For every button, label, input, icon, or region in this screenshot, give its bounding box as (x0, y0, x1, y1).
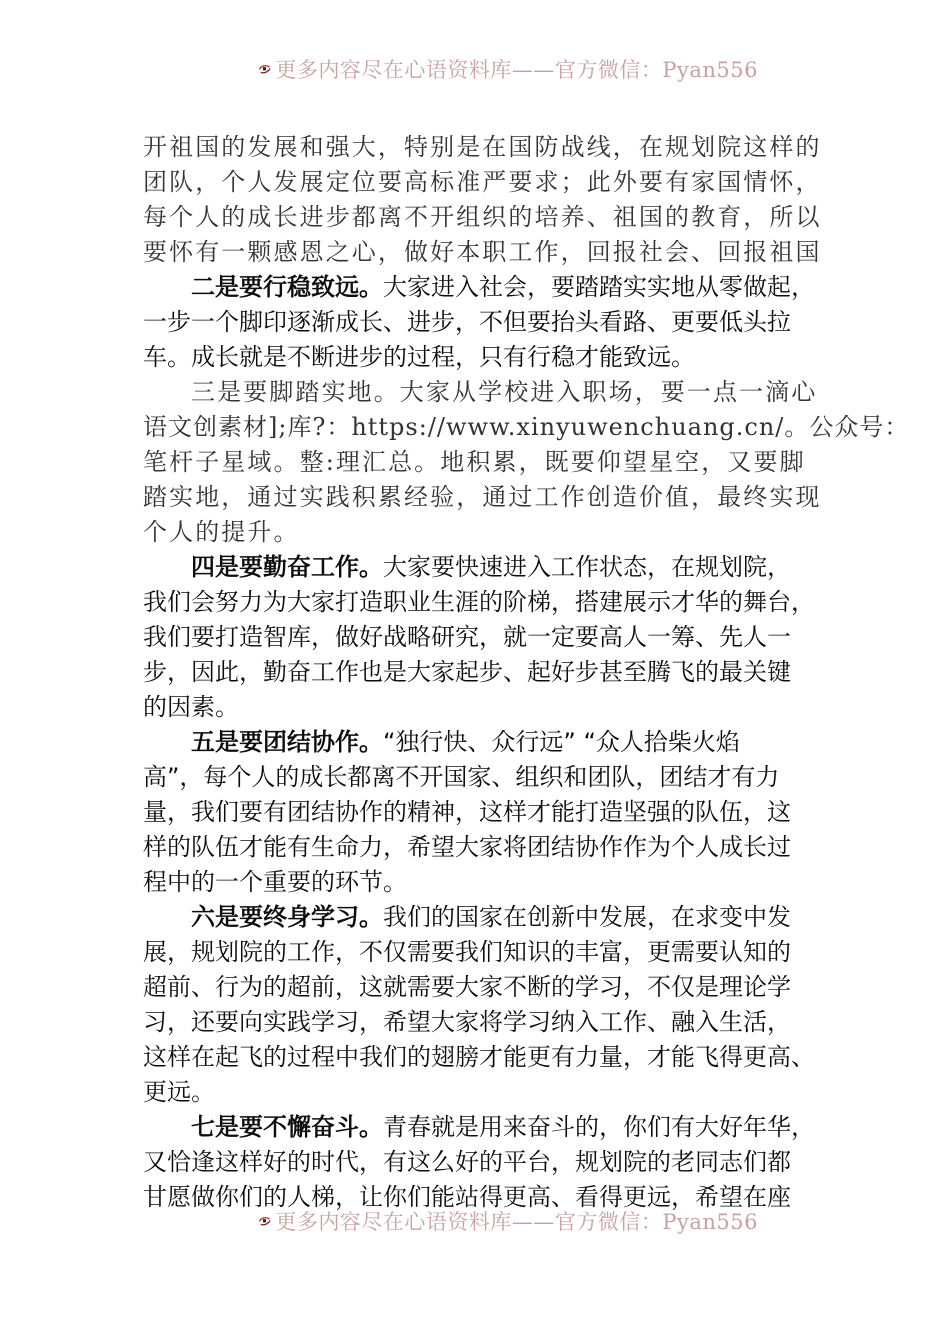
text-line: 更远。 (143, 1078, 215, 1106)
paragraph-1 (143, 130, 822, 270)
text-line: 一步一个脚印逐渐成长、进步，不但要抬头看路、更要低头拉 (143, 308, 791, 336)
paragraph-2 (143, 270, 815, 375)
paragraph-7 (143, 1110, 815, 1215)
paragraph-3 (143, 375, 910, 550)
text-line: 车。成长就是不断进步的过程，只有行稳才能致远。 (143, 343, 695, 371)
watermark-header (258, 54, 758, 84)
watermark-footer (258, 1206, 758, 1236)
text-line: 高”，每个人的成长都离不开国家、组织和团队，团结才有力 (143, 763, 780, 791)
watermark-text: 更多内容尽在心语资料库——官方微信：Pyan556 (275, 58, 758, 82)
text-line (143, 270, 815, 305)
text-line (143, 550, 811, 585)
watermark-text: 更多内容尽在心语资料库——官方微信：Pyan556 (275, 1210, 758, 1234)
text-line: 我们要打造智库，做好战略研究，就一定要高人一筹、先人一 (143, 623, 791, 651)
text-line: 个人的提升。 (143, 518, 300, 546)
text-line: 每个人的成长进步都离不开组织的培养、祖国的教育，所以 (143, 203, 822, 231)
text-line: 我们会努力为大家打造职业生涯的阶梯，搭建展示才华的舞台， (143, 588, 815, 616)
text-span: 我们的国家在创新中发展，在求变中发 (383, 903, 791, 931)
text-line: 的因素。 (143, 693, 239, 721)
paragraph-6 (143, 900, 815, 1110)
text-line: 又恰逢这样好的时代，有这么好的平台，规划院的老同志们都 (143, 1148, 791, 1176)
text-line: 三是要脚踏实地。大家从学校进入职场，要一点一滴心 (191, 378, 818, 406)
text-line: 踏实地，通过实践积累经验，通过工作创造价值，最终实现 (143, 483, 822, 511)
text-line: 团队，个人发展定位要高标准严要求；此外要有家国情怀， (143, 168, 822, 196)
text-line: 笔杆子星域。整:理汇总。地积累，既要仰望星空，又要脚 (143, 448, 806, 476)
text-line: 程中的一个重要的环节。 (143, 868, 407, 896)
text-line (143, 725, 811, 760)
logo-icon (258, 1208, 271, 1234)
text-line (143, 900, 811, 935)
text-span: 大家要快速进入工作状态，在规划院， (383, 553, 791, 581)
text-line (143, 1110, 815, 1145)
paragraph-heading: 四是要勤奋工作。 (191, 553, 383, 581)
text-line: 这样在起飞的过程中我们的翅膀才能更有力量，才能飞得更高、 (143, 1043, 815, 1071)
paragraph-heading: 七是要不懈奋斗。 (191, 1113, 383, 1141)
text-line: 要怀有一颗感恩之心，做好本职工作，回报社会、回报祖国 (143, 238, 822, 266)
document-body (143, 130, 910, 1215)
text-span: 青春就是用来奋斗的，你们有大好年华， (383, 1113, 815, 1141)
paragraph-heading: 六是要终身学习。 (191, 903, 383, 931)
text-line: 量，我们要有团结协作的精神，这样才能打造坚强的队伍，这 (143, 798, 791, 826)
text-line: 习，还要向实践学习，希望大家将学习纳入工作、融入生活， (143, 1008, 791, 1036)
paragraph-5 (143, 725, 811, 900)
text-line: 超前、行为的超前，这就需要大家不断的学习，不仅是理论学 (143, 973, 791, 1001)
text-line: 语文创素材];库?：https://www.xinyuwenchuang.cn/。公众号： (143, 413, 910, 441)
logo-icon (258, 56, 271, 82)
text-span: 大家进入社会，要踏踏实实地从零做起， (383, 273, 815, 301)
text-line: 样的队伍才能有生命力，希望大家将团结协作作为个人成长过 (143, 833, 791, 861)
paragraph-heading: 二是要行稳致远。 (191, 273, 383, 301)
paragraph-4 (143, 550, 815, 725)
paragraph-heading: 五是要团结协作。 (191, 728, 383, 756)
text-line: 展，规划院的工作，不仅需要我们知识的丰富，更需要认知的 (143, 938, 791, 966)
text-span: “独行快、众行远” “众人拾柴火焰 (383, 728, 740, 756)
text-line: 步，因此，勤奋工作也是大家起步、起好步甚至腾飞的最关键 (143, 658, 791, 686)
text-line: 甘愿做你们的人梯，让你们能站得更高、看得更远，希望在座 (143, 1183, 791, 1211)
text-line: 开祖国的发展和强大，特别是在国防战线，在规划院这样的 (143, 133, 822, 161)
